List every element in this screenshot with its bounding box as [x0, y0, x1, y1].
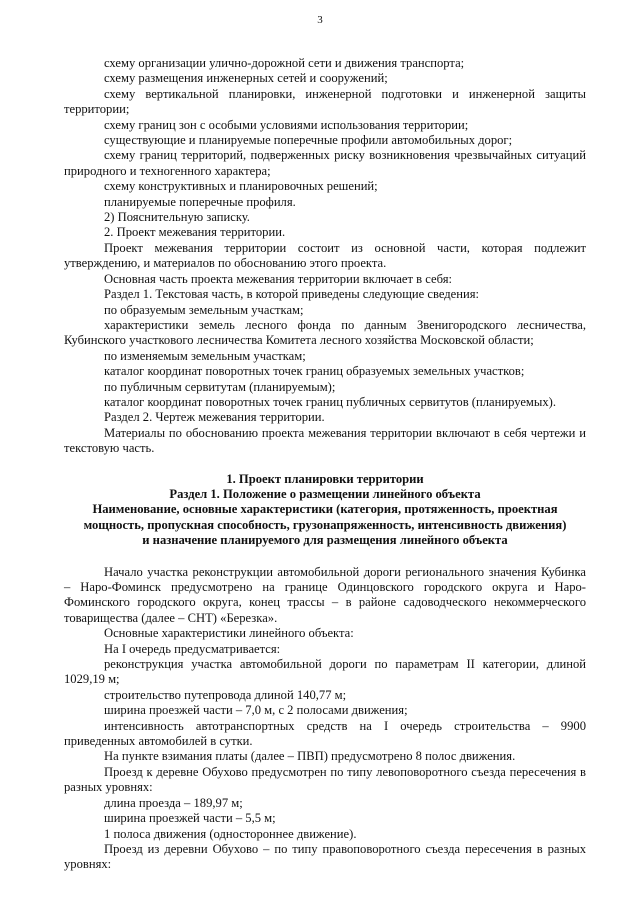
section-title-cont: и назначение планируемого для размещения линейного объекта	[142, 533, 508, 548]
document-body	[64, 56, 586, 873]
list-item: по публичным сервитутам (планируемым);	[104, 379, 336, 394]
list-item: длина проезда – 189,97 м;	[104, 795, 243, 810]
list-item: схему размещения инженерных сетей и сооружений;	[104, 71, 388, 86]
paragraph: Начало участка реконструкции автомобильной дороги регионального значения Кубинка – Наро-Фоминск предусмотрено на границе Одинцовского городского округа и Наро-Фоминского городского округа, конец трассы – в районе садоводческого некоммерческого товарищества (далее – СНТ) «Березка».	[64, 564, 586, 625]
paragraph: Основные характеристики линейного объекта:	[104, 626, 354, 641]
paragraph: На I очередь предусматривается:	[104, 641, 281, 656]
list-item: 2) Пояснительную записку.	[104, 210, 250, 225]
list-item: планируемые поперечные профиля.	[104, 194, 296, 209]
list-item: каталог координат поворотных точек границ образуемых земельных участков;	[104, 364, 525, 379]
paragraph: Проезд к деревне Обухово предусмотрен по типу левоповоротного съезда пересечения в разных уровнях:	[64, 764, 586, 795]
list-item: схему границ зон с особыми условиями использования территории;	[104, 117, 469, 132]
paragraph: Раздел 2. Чертеж межевания территории.	[104, 410, 325, 425]
list-item: ширина проезжей части – 5,5 м;	[104, 811, 276, 826]
paragraph: На пункте взимания платы (далее – ПВП) предусмотрено 8 полос движения.	[104, 749, 516, 764]
list-item: реконструкция участка автомобильной дороги по параметрам II категории, длиной 1029,19 м;	[64, 657, 586, 687]
list-item: каталог координат поворотных точек границ публичных сервитутов (планируемых).	[104, 394, 556, 409]
list-item: интенсивность автотранспортных средств на I очередь строительства – 9900 приведенных автомобилей в сутки.	[64, 718, 586, 749]
list-item: характеристики земель лесного фонда по данным Звенигородского лесничества, Кубинского участкового лесничества Комитета лесного хозяйства Московской области;	[64, 317, 586, 348]
paragraph: Материалы по обоснованию проекта межевания территории включают в себя чертежи и текстовую часть.	[64, 425, 586, 456]
paragraph: Раздел 1. Текстовая часть, в которой приведены следующие сведения:	[104, 287, 480, 302]
list-item: существующие и планируемые поперечные профили автомобильных дорог;	[104, 133, 513, 148]
list-item: 2. Проект межевания территории.	[104, 225, 286, 240]
list-item: 1 полоса движения (одностороннее движение).	[104, 826, 357, 841]
page-number: 3	[317, 14, 323, 26]
section-subheading: Раздел 1. Положение о размещении линейного объекта	[169, 486, 481, 501]
paragraph: Проезд из деревни Обухово – по типу правоповоротного съезда пересечения в разных уровнях:	[64, 841, 586, 872]
paragraph: Проект межевания территории состоит из основной части, которая подлежит утверждению, и материалов по обоснованию этого проекта.	[64, 240, 586, 271]
list-item: схему границ территорий, подверженных риску возникновения чрезвычайных ситуаций природного и техногенного характера;	[64, 148, 586, 178]
list-item: по образуемым земельным участкам;	[104, 302, 304, 317]
list-item: схему организации улично-дорожной сети и движения транспорта;	[104, 56, 465, 70]
section-title: Наименование, основные характеристики (категория, протяженность, проектная мощность, пропускная способность, грузонапряженность, интенсивность движения)	[83, 502, 567, 532]
list-item: строительство путепровода длиной 140,77 м;	[104, 687, 347, 702]
section-heading: 1. Проект планировки территории	[226, 471, 424, 486]
list-item: по изменяемым земельным участкам;	[104, 348, 306, 363]
list-item: схему вертикальной планировки, инженерной подготовки и инженерной защиты территории;	[64, 86, 586, 117]
list-item: схему конструктивных и планировочных решений;	[104, 179, 378, 194]
list-item: ширина проезжей части – 7,0 м, с 2 полосами движения;	[104, 703, 408, 718]
paragraph: Основная часть проекта межевания территории включает в себя:	[104, 271, 452, 286]
